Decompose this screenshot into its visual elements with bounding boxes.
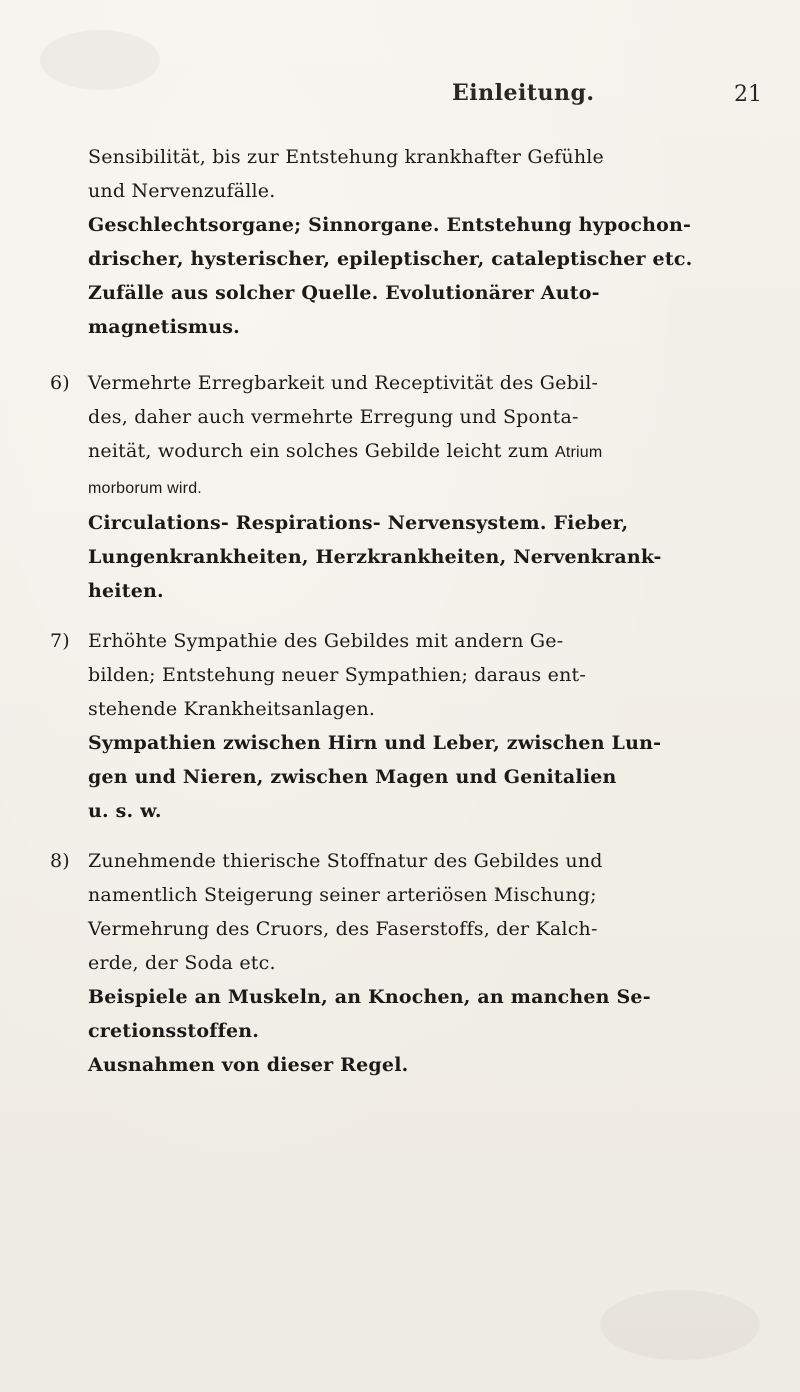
text-line: heiten. — [88, 580, 164, 602]
text-line: stehende Krankheitsanlagen. — [88, 698, 376, 720]
latin-term: morborum wird. — [88, 480, 202, 497]
running-title: Einleitung. — [452, 80, 595, 106]
paper-stain — [600, 1290, 760, 1360]
text-line — [88, 434, 740, 470]
text-line: erde, der Soda etc. — [88, 952, 276, 974]
page-header — [0, 80, 800, 120]
text-line: Circulations- Respirations- Nervensystem. Fieber, — [88, 512, 629, 534]
text-line: Beispiele an Muskeln, an Knochen, an manchen Se- — [88, 986, 651, 1008]
section-number: 7) — [50, 630, 70, 652]
intro-subnote — [88, 208, 728, 344]
text-line: Vermehrte Erregbarkeit und Receptivität des Gebil- — [88, 372, 599, 394]
text-line: drischer, hysterischer, epileptischer, cataleptischer etc. — [88, 248, 693, 270]
section-7-subnote — [88, 726, 728, 828]
text-line: Lungenkrankheiten, Herzkrankheiten, Nervenkrank- — [88, 546, 662, 568]
text-line: cretionsstoffen. — [88, 1020, 260, 1042]
text-line: u. s. w. — [88, 800, 162, 822]
text-line: Sensibilität, bis zur Entstehung krankhafter Gefühle — [88, 146, 604, 168]
text-line: Zunehmende thierische Stoffnatur des Gebildes und — [88, 850, 603, 872]
page-number: 21 — [734, 82, 762, 107]
text-line: Sympathien zwischen Hirn und Leber, zwischen Lun- — [88, 732, 662, 754]
section-7 — [50, 624, 740, 726]
text-line: Vermehrung des Cruors, des Faserstoffs, der Kalch- — [88, 918, 598, 940]
section-8-subnote — [88, 980, 728, 1082]
text-segment: neität, wodurch ein solches Gebilde leicht zum — [88, 440, 549, 462]
text-line: Geschlechtsorgane; Sinnorgane. Entstehung hypochon- — [88, 214, 692, 236]
text-line: gen und Nieren, zwischen Magen und Genitalien — [88, 766, 617, 788]
text-line: Ausnahmen von dieser Regel. — [88, 1054, 409, 1076]
text-line: des, daher auch vermehrte Erregung und Sponta- — [88, 406, 579, 428]
section-8 — [50, 844, 740, 980]
section-6 — [50, 366, 740, 506]
latin-term: Atrium — [554, 444, 603, 461]
section-number: 8) — [50, 850, 70, 872]
text-line — [88, 470, 740, 506]
section-text — [88, 366, 740, 506]
text-line: und Nervenzufälle. — [88, 180, 276, 202]
intro-paragraph — [88, 140, 728, 208]
section-text — [88, 844, 740, 980]
text-line: magnetismus. — [88, 316, 240, 338]
section-number: 6) — [50, 372, 70, 394]
text-line: namentlich Steigerung seiner arteriösen Mischung; — [88, 884, 597, 906]
text-line: Erhöhte Sympathie des Gebildes mit andern Ge- — [88, 630, 564, 652]
page-body — [0, 140, 800, 1082]
text-line: Zufälle aus solcher Quelle. Evolutionärer Auto- — [88, 282, 600, 304]
section-text — [88, 624, 740, 726]
section-6-subnote — [88, 506, 728, 608]
text-line: bilden; Entstehung neuer Sympathien; daraus ent- — [88, 664, 586, 686]
